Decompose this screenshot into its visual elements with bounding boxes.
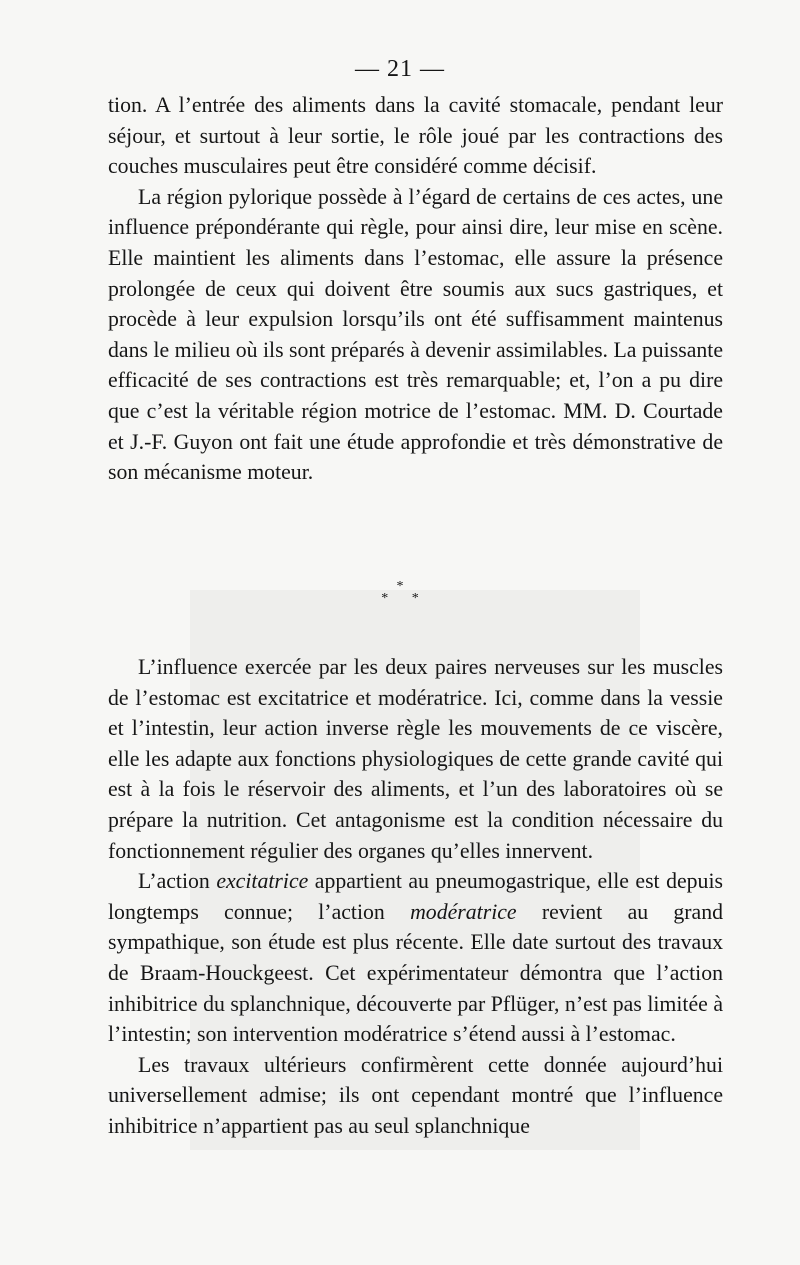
italic-term-excitatrice: excitatrice [216, 869, 309, 894]
italic-term-moderatrice: modératrice [410, 899, 517, 924]
text-block-bottom [108, 652, 723, 1142]
paragraph-nerve-influence: L’influence exercée par les deux paires nerveuses sur les muscles de l’estomac est excitatrice et modératrice. Ici, comme dans la vessie et l’intestin, leur action inverse règle les mouvements de ce viscère, elle les adapte aux fonctions physiologiques de cette grande cavité qui est à la fois le réservoir des aliments, et l’un des laboratoires où se prépare la nutrition. Cet antagonisme est la condition nécessaire du fonctionnement régulier des organes qu’elles innervent. [108, 655, 723, 863]
asterism-top-star: * [396, 579, 404, 594]
page-number: — 21 — [355, 56, 445, 82]
text-run: revient au grand sympathique, son étude est plus récente. Elle date surtout des travaux de Braam-Houckgeest. Cet expérimentateur démontra que l’action inhibitrice du splanchnique, découverte par Pflüger, n’est pas limitée à l’intestin; son intervention modératrice s’étend aussi à l’estomac. [108, 899, 723, 1047]
paragraph-excitatrice-moderatrice [108, 866, 723, 1050]
asterism-bottom-stars: * * [381, 591, 429, 606]
text-run: appartient au pneumogastrique, elle est depuis longtemps connue; l’action [108, 869, 723, 924]
paragraph-continuation: tion. A l’entrée des aliments dans la cavité stomacale, pendant leur séjour, et surtout à leur sortie, le rôle joué par les contractions des couches musculaires peut être considéré comme décisif. [108, 93, 723, 179]
asterism-separator [0, 581, 800, 605]
paragraph-later-works: Les travaux ultérieurs confirmèrent cette donnée aujourd’hui universellement admise; ils ont cependant montré que l’influence inhibitrice n’appartient pas au seul splanchnique [108, 1052, 723, 1138]
paragraph-pyloric-region: La région pylorique possède à l’égard de certains de ces actes, une influence prépondérante qui règle, pour ainsi dire, leur mise en scène. Elle maintient les aliments dans l’estomac, elle assure la présence prolongée de ceux qui doivent être soumis aux sucs gastriques, et procède à leur expulsion lorsqu’ils ont été suffisamment maintenus dans le milieu où ils sont préparés à devenir assimilables. La puissante efficacité de ses contractions est très remarquable; et, l’on a pu dire que c’est la véritable région motrice de l’estomac. MM. D. Courtade et J.-F. Guyon ont fait une étude approfondie et très démonstrative de son mécanisme moteur. [108, 184, 724, 485]
text-run: L’action [138, 869, 217, 894]
text-block-top [108, 90, 723, 488]
